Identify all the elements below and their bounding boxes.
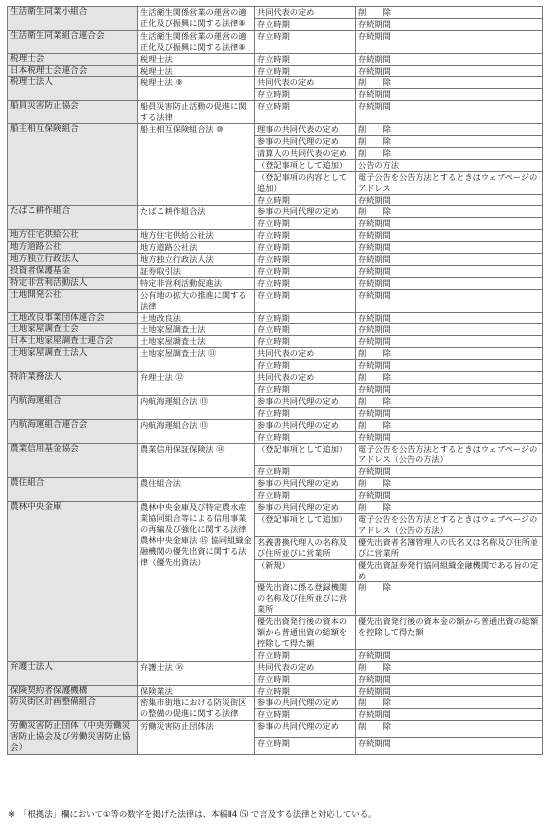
- organization-cell: 保険契約者保護機構: [8, 685, 138, 697]
- new-item-cell: 存続期間: [356, 673, 543, 685]
- law-cell: 税理士法 ⑨: [138, 77, 255, 101]
- old-item-cell: 存立時期: [255, 431, 356, 443]
- old-item-cell: 参事の共同代理の定め: [255, 502, 356, 514]
- table-row: [8, 277, 543, 289]
- old-item-cell: 存立時期: [255, 18, 356, 30]
- new-item-cell: 削 除: [356, 661, 543, 673]
- organization-cell: 地方住宅供給公社: [8, 230, 138, 242]
- organization-cell: 日本税理士会連合会: [8, 65, 138, 77]
- new-item-cell: 存続期間: [356, 289, 543, 312]
- organization-cell: 弁護士法人: [8, 661, 138, 685]
- law-cell: 生活衛生関係営業の運営の適正化及び振興に関する法律⑧: [138, 30, 255, 53]
- organization-cell: 地方独立行政法人: [8, 254, 138, 266]
- old-item-cell: （登記事項として追加）: [255, 443, 356, 466]
- new-item-cell: 電子公告を公告方法とするときはウェブページのアドレス（公告の方法）: [356, 443, 543, 466]
- old-item-cell: 清算人の共同代表の定め: [255, 147, 356, 159]
- footnote: ※ 「根拠法」欄において①等の数字を掲げた法律は、本稿Ⅱ4 ⑸ で言及する法律と対応している。: [8, 809, 377, 819]
- new-item-cell: 存続期間: [356, 466, 543, 478]
- old-item-cell: 参事の共同代理の定め: [255, 206, 356, 218]
- law-cell: 弁護士法 ⑯: [138, 661, 255, 685]
- organization-cell: 生活衛生同業小組合: [8, 7, 138, 31]
- law-cell: 公有地の拡大の推進に関する法律: [138, 289, 255, 312]
- organization-cell: 税理士法人: [8, 77, 138, 101]
- new-item-cell: 存続期間: [356, 685, 543, 697]
- law-cell: 地方道路公社法: [138, 242, 255, 254]
- table-row: [8, 7, 543, 19]
- new-item-cell: 存続期間: [356, 30, 543, 53]
- organization-cell: 農住組合: [8, 478, 138, 502]
- new-item-cell: 公告の方法: [356, 159, 543, 171]
- old-item-cell: 存立時期: [255, 407, 356, 419]
- new-item-cell: 削 除: [356, 721, 543, 738]
- table-row: [8, 721, 543, 738]
- law-cell: 船員災害防止活動の促進に関する法律: [138, 101, 255, 124]
- old-item-cell: 参事の共同代理の定め: [255, 395, 356, 407]
- old-item-cell: 存立時期: [255, 738, 356, 755]
- new-item-cell: 優先出資発行後の資本金の額から普通出資の総額を控除して得た額: [356, 616, 543, 650]
- new-item-cell: 存続期間: [356, 312, 543, 324]
- law-cell: 土地家屋調査士法: [138, 336, 255, 348]
- law-cell: 特定非営利活動促進法: [138, 277, 255, 289]
- new-item-cell: 存続期間: [356, 53, 543, 65]
- law-cell: 労働災害防止団体法: [138, 721, 255, 755]
- old-item-cell: （登記事項として追加）: [255, 159, 356, 171]
- organization-cell: 日本土地家屋調査士連合会: [8, 336, 138, 348]
- new-item-cell: 存続期間: [356, 242, 543, 254]
- table-row: [8, 312, 543, 324]
- table-row: [8, 372, 543, 384]
- old-item-cell: 参事の共同代理の定め: [255, 478, 356, 490]
- old-item-cell: 存立時期: [255, 685, 356, 697]
- law-cell: 内航海運組合法 ⑬: [138, 419, 255, 443]
- law-cell: 弁理士法 ⑫: [138, 372, 255, 396]
- organization-cell: 内航海運組合: [8, 395, 138, 419]
- new-item-cell: 削 除: [356, 582, 543, 616]
- old-item-cell: 存立時期: [255, 289, 356, 312]
- old-item-cell: 存立時期: [255, 360, 356, 372]
- new-item-cell: 電子公告を公告方法とするときはウェブページのアドレス: [356, 171, 543, 194]
- new-item-cell: 存続期間: [356, 738, 543, 755]
- new-item-cell: 存続期間: [356, 324, 543, 336]
- old-item-cell: 参事の共同代理の定め: [255, 419, 356, 431]
- old-item-cell: 参事の共同代理の定め: [255, 135, 356, 147]
- law-cell: たばこ耕作組合法: [138, 206, 255, 230]
- new-item-cell: 存続期間: [356, 336, 543, 348]
- law-cell: 土地家屋調査士法: [138, 324, 255, 336]
- registration-items-table: [7, 6, 543, 755]
- table-row: [8, 230, 543, 242]
- organization-cell: 土地開発公社: [8, 289, 138, 312]
- new-item-cell: 存続期間: [356, 218, 543, 230]
- old-item-cell: 存立時期: [255, 53, 356, 65]
- old-item-cell: 存立時期: [255, 312, 356, 324]
- old-item-cell: 優先出資発行後の資本の額から普通出資の総額を控除して得た額: [255, 616, 356, 650]
- old-item-cell: 存立時期: [255, 673, 356, 685]
- old-item-cell: 存立時期: [255, 466, 356, 478]
- law-cell: 土地家屋調査士法 ⑪: [138, 348, 255, 372]
- new-item-cell: 優先出資証券発行協同組織金融機関である旨の定め: [356, 559, 543, 582]
- new-item-cell: 存続期間: [356, 194, 543, 206]
- old-item-cell: 共同代表の定め: [255, 372, 356, 384]
- old-item-cell: 理事の共同代表の定め: [255, 124, 356, 136]
- new-item-cell: 削 除: [356, 697, 543, 709]
- organization-cell: 土地家屋調査士法人: [8, 348, 138, 372]
- new-item-cell: 存続期間: [356, 265, 543, 277]
- table-row: [8, 478, 543, 490]
- old-item-cell: 優先出資に係る登録機関の名称及び住所並びに営業所: [255, 582, 356, 616]
- new-item-cell: 削 除: [356, 395, 543, 407]
- new-item-cell: 存続期間: [356, 65, 543, 77]
- law-cell: 税理士法: [138, 65, 255, 77]
- new-item-cell: 優先出資者名簿管理人の氏名又は名称及び住所並びに営業所: [356, 536, 543, 559]
- new-item-cell: 存続期間: [356, 407, 543, 419]
- old-item-cell: 存立時期: [255, 101, 356, 124]
- new-item-cell: 存続期間: [356, 490, 543, 502]
- organization-cell: たばこ耕作組合: [8, 206, 138, 230]
- new-item-cell: 削 除: [356, 348, 543, 360]
- law-cell: 保険業法: [138, 685, 255, 697]
- organization-cell: 船主相互保険組合: [8, 124, 138, 206]
- table-row: [8, 395, 543, 407]
- table-row: [8, 30, 543, 53]
- table-row: [8, 101, 543, 124]
- organization-cell: 土地改良事業団体連合会: [8, 312, 138, 324]
- table-row: [8, 124, 543, 136]
- new-item-cell: 存続期間: [356, 230, 543, 242]
- new-item-cell: 削 除: [356, 147, 543, 159]
- new-item-cell: 存続期間: [356, 384, 543, 396]
- old-item-cell: 名義書換代理人の名称及び住所並びに営業所: [255, 536, 356, 559]
- table-row: [8, 65, 543, 77]
- old-item-cell: 存立時期: [255, 30, 356, 53]
- new-item-cell: 削 除: [356, 7, 543, 19]
- law-cell: 地方住宅供給公社法: [138, 230, 255, 242]
- organization-cell: 船員災害防止協会: [8, 101, 138, 124]
- new-item-cell: 存続期間: [356, 101, 543, 124]
- new-item-cell: 存続期間: [356, 18, 543, 30]
- old-item-cell: 存立時期: [255, 324, 356, 336]
- organization-cell: 地方道路公社: [8, 242, 138, 254]
- table-row: [8, 242, 543, 254]
- organization-cell: 防災街区計画整備組合: [8, 697, 138, 721]
- table-row: [8, 419, 543, 431]
- law-cell: 内航海運組合法 ⑬: [138, 395, 255, 419]
- table-row: [8, 661, 543, 673]
- organization-cell: 労働災害防止団体（中央労働災害防止協会及び労働災害防止協会）: [8, 721, 138, 755]
- old-item-cell: 存立時期: [255, 65, 356, 77]
- old-item-cell: 共同代表の定め: [255, 77, 356, 89]
- table-row: [8, 502, 543, 514]
- table-row: [8, 254, 543, 266]
- old-item-cell: 存立時期: [255, 384, 356, 396]
- law-cell: 船主相互保険組合法 ⑩: [138, 124, 255, 206]
- table-row: [8, 443, 543, 466]
- law-cell: 税理士法: [138, 53, 255, 65]
- table-row: [8, 265, 543, 277]
- new-item-cell: 削 除: [356, 478, 543, 490]
- old-item-cell: 参事の共同代理の定め: [255, 697, 356, 709]
- old-item-cell: （登記事項の内容として追加）: [255, 171, 356, 194]
- old-item-cell: 存立時期: [255, 89, 356, 101]
- law-cell: 地方独立行政法人法: [138, 254, 255, 266]
- old-item-cell: 存立時期: [255, 490, 356, 502]
- law-cell: 密集市街地における防災街区の整備の促進に関する法律: [138, 697, 255, 721]
- organization-cell: 農林中央金庫: [8, 502, 138, 662]
- table-row: [8, 289, 543, 312]
- organization-cell: 内航海運組合連合会: [8, 419, 138, 443]
- table-row: [8, 324, 543, 336]
- old-item-cell: 共同代表の定め: [255, 661, 356, 673]
- old-item-cell: 存立時期: [255, 242, 356, 254]
- organization-cell: 特定非営利活動法人: [8, 277, 138, 289]
- old-item-cell: 存立時期: [255, 194, 356, 206]
- old-item-cell: 存立時期: [255, 265, 356, 277]
- old-item-cell: 存立時期: [255, 336, 356, 348]
- old-item-cell: 存立時期: [255, 709, 356, 721]
- law-cell: 農業信用保証保険法 ⑭: [138, 443, 255, 478]
- new-item-cell: 存続期間: [356, 89, 543, 101]
- organization-cell: 特許業務法人: [8, 372, 138, 396]
- table-row: [8, 206, 543, 218]
- table-row: [8, 348, 543, 360]
- old-item-cell: 参事の共同代理の定め: [255, 721, 356, 738]
- new-item-cell: 削 除: [356, 419, 543, 431]
- old-item-cell: 共同代表の定め: [255, 348, 356, 360]
- law-cell: 土地改良法: [138, 312, 255, 324]
- old-item-cell: 存立時期: [255, 277, 356, 289]
- new-item-cell: 削 除: [356, 502, 543, 514]
- new-item-cell: 存続期間: [356, 254, 543, 266]
- table-row: [8, 336, 543, 348]
- new-item-cell: 存続期間: [356, 431, 543, 443]
- organization-cell: 税理士会: [8, 53, 138, 65]
- new-item-cell: 存続期間: [356, 649, 543, 661]
- law-cell: 農住組合法: [138, 478, 255, 502]
- new-item-cell: 存続期間: [356, 360, 543, 372]
- table-row: [8, 697, 543, 709]
- old-item-cell: （登記事項として追加）: [255, 513, 356, 536]
- organization-cell: 土地家屋調査士会: [8, 324, 138, 336]
- table-body: [8, 7, 543, 755]
- new-item-cell: 存続期間: [356, 277, 543, 289]
- law-cell: 証券取引法: [138, 265, 255, 277]
- old-item-cell: 存立時期: [255, 218, 356, 230]
- old-item-cell: 存立時期: [255, 230, 356, 242]
- old-item-cell: 存立時期: [255, 649, 356, 661]
- organization-cell: 投資者保護基金: [8, 265, 138, 277]
- new-item-cell: 削 除: [356, 206, 543, 218]
- old-item-cell: 存立時期: [255, 254, 356, 266]
- new-item-cell: 削 除: [356, 77, 543, 89]
- organization-cell: 生活衛生同業組合連合会: [8, 30, 138, 53]
- table-row: [8, 53, 543, 65]
- law-cell: 生活衛生関係営業の運営の適正化及び振興に関する法律⑧: [138, 7, 255, 31]
- old-item-cell: （新規）: [255, 559, 356, 582]
- new-item-cell: 存続期間: [356, 709, 543, 721]
- new-item-cell: 削 除: [356, 135, 543, 147]
- new-item-cell: 削 除: [356, 372, 543, 384]
- law-cell: 農林中央金庫及び特定農水産業協同組合等による信用事業の再編及び強化に関する法律 農林中央金庫法 ⑮ 協同組織金融機関の優先出資に関する法律（優先出資法）: [138, 502, 255, 662]
- table-row: [8, 77, 543, 89]
- new-item-cell: 電子公告を公告方法とするときはウェブページのアドレス（公告の方法）: [356, 513, 543, 536]
- old-item-cell: 共同代表の定め: [255, 7, 356, 19]
- organization-cell: 農業信用基金協会: [8, 443, 138, 478]
- table-row: [8, 685, 543, 697]
- new-item-cell: 削 除: [356, 124, 543, 136]
